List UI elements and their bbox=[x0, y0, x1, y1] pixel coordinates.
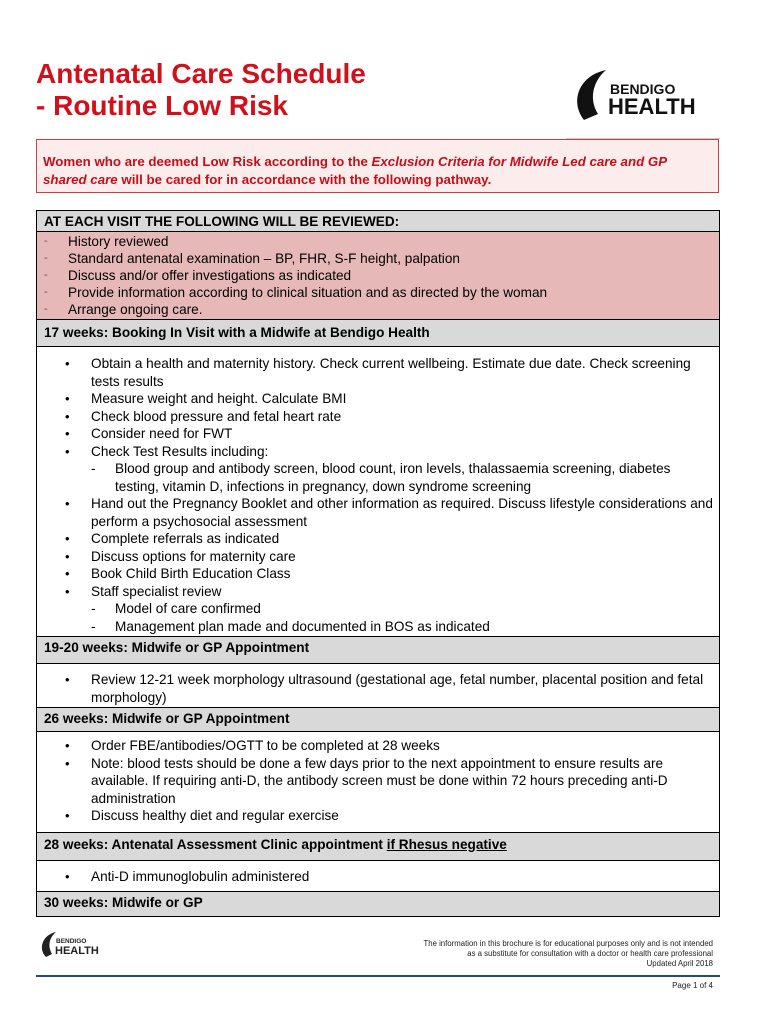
list-item: • Discuss options for maternity care bbox=[37, 548, 713, 566]
sub-item: - Model of care confirmed bbox=[91, 600, 713, 618]
list-item: • Hand out the Pregnancy Booklet and other information as required. Discuss lifestyle considerations and perform a psychosocial assessment bbox=[37, 495, 713, 530]
logo-text-top: BENDIGO bbox=[610, 81, 676, 97]
list-item: • Review 12-21 week morphology ultrasound (gestational age, fetal number, placental position and fetal morphology) bbox=[37, 671, 713, 706]
list-item: • Order FBE/antibodies/OGTT to be completed at 28 weeks bbox=[37, 737, 713, 755]
week17-header: 17 weeks: Booking In Visit with a Midwife at Bendigo Health bbox=[37, 320, 720, 347]
week26-header: 26 weeks: Midwife or GP Appointment bbox=[37, 708, 720, 732]
logo-text-bottom: HEALTH bbox=[608, 94, 696, 119]
week17-cell bbox=[37, 347, 720, 637]
updated-date: Updated April 2018 bbox=[646, 959, 713, 968]
week19-cell bbox=[37, 664, 720, 708]
list-item-tests bbox=[37, 443, 713, 496]
review-item: - Provide information according to clinical situation and as directed by the woman bbox=[37, 284, 719, 301]
week28-header bbox=[37, 832, 720, 860]
list-item: • Complete referrals as indicated bbox=[37, 530, 713, 548]
review-item: - History reviewed bbox=[37, 233, 719, 250]
intro-text-2: will be cared for in accordance with the following pathway. bbox=[117, 172, 492, 187]
list-item-text: Staff specialist review bbox=[91, 583, 222, 599]
footer-logo-swoosh bbox=[42, 932, 56, 957]
tests-sublist bbox=[91, 460, 713, 495]
disclaimer-line-2: as a substitute for consultation with a doctor or health care professional bbox=[467, 949, 713, 958]
intro-box bbox=[36, 139, 719, 193]
week28-header-text: 28 weeks: Antenatal Assessment Clinic appointment bbox=[44, 836, 387, 852]
rhesus-negative-text: if Rhesus negative bbox=[386, 836, 507, 852]
review-list bbox=[37, 233, 719, 318]
schedule-table bbox=[36, 210, 720, 917]
list-item: • Anti-D immunoglobulin administered bbox=[37, 868, 713, 886]
list-item-text: Check Test Results including: bbox=[91, 443, 269, 459]
footer-logo-top: BENDIGO bbox=[56, 938, 87, 945]
list-item: • Consider need for FWT bbox=[37, 425, 713, 443]
list-item-staff bbox=[37, 583, 713, 636]
list-item: • Check blood pressure and fetal heart rate bbox=[37, 408, 713, 426]
intro-text-1: Women who are deemed Low Risk according to the bbox=[43, 154, 372, 169]
page-number: Page 1 of 4 bbox=[672, 981, 713, 990]
week26-cell bbox=[37, 732, 720, 833]
week28-list bbox=[37, 868, 713, 886]
sub-item: - Blood group and antibody screen, blood count, iron levels, thalassaemia screening, diabetes testing, vitamin D, infections in pregnancy, down syndrome screening bbox=[91, 460, 713, 495]
list-item: • Note: blood tests should be done a few days prior to the next appointment to ensure results are available. If requiring anti-D, the antibody screen must be done within 72 hours preceding anti-D administration bbox=[37, 755, 713, 808]
week26-list bbox=[37, 737, 713, 825]
footer-rule bbox=[36, 975, 720, 977]
list-item: • Obtain a health and maternity history. Check current wellbeing. Estimate due date. Check screening tests results bbox=[37, 355, 713, 390]
staff-sublist bbox=[91, 600, 713, 635]
bendigo-health-logo bbox=[566, 58, 726, 138]
exclusion-criteria-text: Exclusion Criteria for Midwife Led care and GP shared care bbox=[43, 154, 667, 187]
title-line-2: - Routine Low Risk bbox=[36, 90, 288, 121]
review-item: - Arrange ongoing care. bbox=[37, 301, 719, 318]
list-item: • Discuss healthy diet and regular exercise bbox=[37, 807, 713, 825]
review-item: - Standard antenatal examination – BP, FHR, S-F height, palpation bbox=[37, 250, 719, 267]
footer-logo bbox=[38, 927, 108, 963]
sub-item: - Management plan made and documented in BOS as indicated bbox=[91, 618, 713, 636]
page-title bbox=[36, 58, 366, 122]
disclaimer-line-1: The information in this brochure is for educational purposes only and is not intended bbox=[423, 939, 713, 948]
title-line-1: Antenatal Care Schedule bbox=[36, 58, 366, 89]
disclaimer bbox=[423, 939, 713, 969]
list-item: • Book Child Birth Education Class bbox=[37, 565, 713, 583]
footer-logo-bottom: HEALTH bbox=[55, 945, 99, 957]
week28-cell bbox=[37, 860, 720, 892]
week19-header: 19-20 weeks: Midwife or GP Appointment bbox=[37, 637, 720, 664]
list-item: • Measure weight and height. Calculate BMI bbox=[37, 390, 713, 408]
week19-list bbox=[37, 671, 713, 706]
logo-swoosh bbox=[577, 70, 606, 120]
review-header: AT EACH VISIT THE FOLLOWING WILL BE REVIEWED: bbox=[37, 211, 720, 232]
review-items-cell bbox=[37, 232, 720, 320]
week30-header: 30 weeks: Midwife or GP bbox=[37, 892, 720, 917]
review-item: - Discuss and/or offer investigations as indicated bbox=[37, 267, 719, 284]
week17-list bbox=[37, 355, 713, 635]
